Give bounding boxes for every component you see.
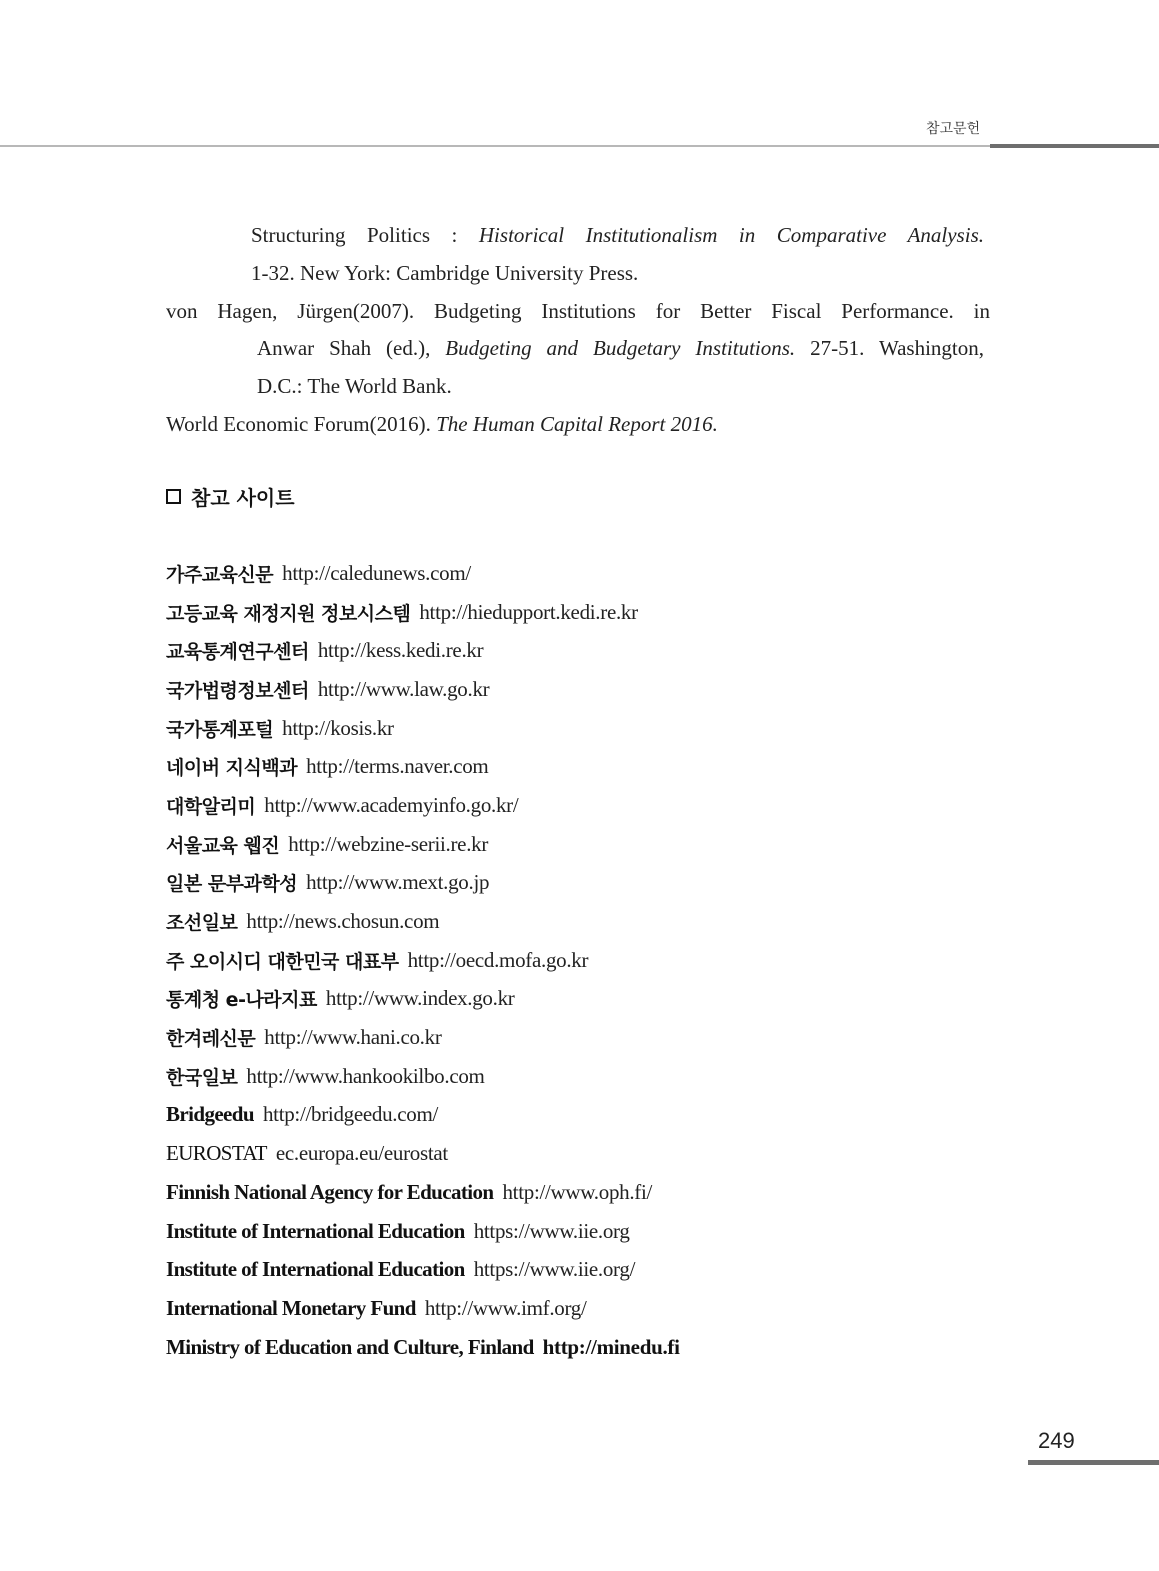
reference-text: 27-51. Washington,: [810, 336, 985, 360]
site-url[interactable]: http://www.hani.co.kr: [264, 1025, 442, 1050]
checkbox-square-icon: [166, 489, 181, 504]
section-heading: [166, 482, 295, 511]
reference-line: [251, 216, 984, 254]
site-item: [166, 1057, 1066, 1096]
reference-text: World Economic Forum(2016).: [166, 412, 437, 436]
site-name: 주 오이시디 대한민국 대표부: [166, 950, 399, 973]
site-name: Finnish National Agency for Education: [166, 1179, 494, 1204]
site-item: [166, 554, 1066, 593]
site-item: [166, 1289, 1066, 1328]
site-url[interactable]: http://minedu.fi: [542, 1334, 680, 1359]
site-name: 고등교육 재정지원 정보시스템: [166, 602, 411, 625]
footer-rule: [1028, 1460, 1159, 1465]
reference-line: [166, 405, 718, 443]
site-item: [166, 1096, 1066, 1135]
site-item: [166, 670, 1066, 709]
reference-line: [166, 292, 990, 330]
site-item: [166, 593, 1066, 632]
site-url[interactable]: http://terms.naver.com: [306, 754, 489, 779]
site-url[interactable]: http://hiedupport.kedi.re.kr: [419, 599, 638, 624]
site-name: 서울교육 웹진: [166, 834, 280, 857]
site-item: [166, 864, 1066, 903]
site-item: [166, 1173, 1066, 1212]
site-name: 교육통계연구센터: [166, 641, 309, 664]
reference-title: Historical Institutionalism in Comparative Analysis.: [478, 223, 984, 247]
site-name: 한겨레신문: [166, 1028, 256, 1051]
reference-text: von Hagen, Jürgen(2007). Budgeting Institutions for Better Fiscal Performance. in: [166, 299, 990, 323]
reference-text: D.C.: The World Bank.: [257, 374, 452, 398]
site-url[interactable]: http://bridgeedu.com/: [262, 1102, 439, 1127]
site-name: 일본 문부과학성: [166, 873, 298, 896]
site-url[interactable]: http://webzine-serii.re.kr: [288, 831, 489, 856]
site-name: 조선일보: [166, 912, 238, 935]
site-item: [166, 1212, 1066, 1251]
site-name: Institute of International Education: [166, 1257, 465, 1282]
site-url[interactable]: http://www.academyinfo.go.kr/: [264, 792, 519, 817]
reference-text: Structuring Politics :: [251, 223, 479, 247]
reference-line: [257, 367, 452, 405]
site-name: 한국일보: [166, 1066, 238, 1089]
site-url[interactable]: http://kosis.kr: [282, 715, 394, 740]
site-name: 네이버 지식백과: [166, 757, 298, 780]
reference-text: 1-32. New York: Cambridge University Press.: [251, 261, 639, 285]
reference-title: Budgeting and Budgetary Institutions.: [445, 336, 796, 360]
running-header-label: 참고문헌: [926, 121, 981, 137]
reference-text: Anwar Shah (ed.),: [257, 336, 446, 360]
site-url[interactable]: http://news.chosun.com: [246, 909, 440, 934]
site-url[interactable]: http://www.hankookilbo.com: [246, 1063, 485, 1088]
site-item: [166, 709, 1066, 748]
site-url[interactable]: http://kess.kedi.re.kr: [317, 638, 484, 663]
site-name: 대학알리미: [166, 795, 256, 818]
site-url[interactable]: http://www.law.go.kr: [317, 676, 490, 701]
reference-site-list: [166, 554, 1066, 1366]
site-name: Institute of International Education: [166, 1218, 465, 1243]
site-url[interactable]: http://www.imf.org/: [424, 1295, 587, 1320]
site-item: [166, 902, 1066, 941]
site-item: [166, 825, 1066, 864]
site-item: [166, 980, 1066, 1019]
site-item: [166, 747, 1066, 786]
site-url[interactable]: ec.europa.eu/eurostat: [275, 1141, 448, 1166]
site-name: EUROSTAT: [166, 1141, 267, 1166]
site-name: 통계청 e-나라지표: [166, 989, 317, 1012]
reference-title: The Human Capital Report 2016.: [436, 412, 718, 436]
site-item: [166, 1018, 1066, 1057]
site-item: [166, 1134, 1066, 1173]
site-name: International Monetary Fund: [166, 1295, 416, 1320]
site-url[interactable]: https://www.iie.org/: [473, 1257, 636, 1282]
site-item: [166, 1328, 1066, 1367]
site-url[interactable]: http://www.index.go.kr: [325, 986, 515, 1011]
site-url[interactable]: https://www.iie.org: [473, 1218, 630, 1243]
site-item: [166, 941, 1066, 980]
header-rule: [0, 145, 990, 147]
site-item: [166, 1250, 1066, 1289]
site-url[interactable]: http://caledunews.com/: [282, 560, 471, 585]
page-number: 249: [1038, 1428, 1075, 1453]
site-url[interactable]: http://oecd.mofa.go.kr: [407, 947, 589, 972]
reference-line: [257, 329, 984, 367]
site-item: [166, 631, 1066, 670]
site-name: 가주교육신문: [166, 563, 274, 586]
header-rule-accent: [990, 144, 1159, 148]
site-name: Bridgeedu: [166, 1102, 254, 1127]
site-name: 국가법령정보센터: [166, 679, 309, 702]
section-title: 참고 사이트: [191, 486, 295, 510]
site-url[interactable]: http://www.oph.fi/: [502, 1179, 653, 1204]
site-name: Ministry of Education and Culture, Finland: [166, 1334, 534, 1359]
reference-line: [251, 254, 638, 292]
site-name: 국가통계포털: [166, 718, 274, 741]
site-url[interactable]: http://www.mext.go.jp: [306, 870, 490, 895]
site-item: [166, 786, 1066, 825]
